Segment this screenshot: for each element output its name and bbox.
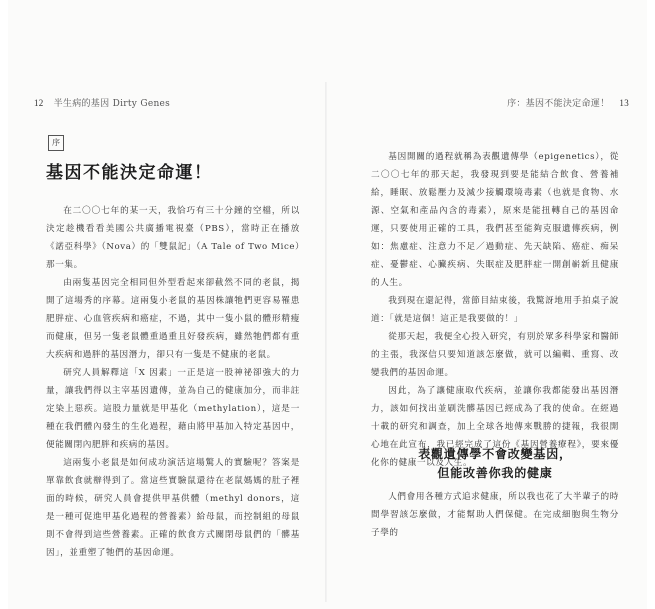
left-running-title: 半生病的基因 Dirty Genes — [53, 99, 171, 109]
paragraph: 在二〇〇七年的某一天，我恰巧有三十分鐘的空檔，所以決定趁機看看美國公共廣播電視臺（PBS），當時正在播放《諾亞科學》（Nova）的「雙鼠記」（A Tale of Two Mice）那一集。 — [46, 206, 300, 270]
left-page — [8, 0, 328, 609]
section-heading-line: 表觀遺傳學不會改變基因， — [418, 447, 572, 461]
right-running-head — [507, 96, 629, 109]
paragraph: 因此，為了讓健康取代疾病，並讓你我都能發出基因潛力，該如何找出並刷洗髒基因已經成為了我的使命。在經過十載的研究和調查，加上全球各地傳來戰勝的捷報，我很開心地在此宣布，我已經完成了這份《基因營養療程》，要來優化你的健康一以及人生。 — [371, 386, 619, 468]
left-page-number: 12 — [34, 98, 44, 108]
paragraph: 研究人員解釋這「X 因素」一正是這一股神祕卻強大的力量，讓我們得以主宰基因遺傳，並為自己的健康加分，而非註定染上惡疾。這股力量就是甲基化（methylation），這是一種在我們體內發生的生化過程，藉由將甲基加入特定基因中，便能關閉內肥胖和疾病的基因。 — [46, 368, 300, 450]
prologue-tag: 序 — [48, 135, 64, 151]
paragraph: 基因開關的過程就稱為表觀遺傳學（epigenetics），從二〇〇七年的那天起，我發現到要是能結合飲食、營養補給，睡眠、放鬆壓力及減少接觸環境毒素（也就是食物、水源、空氣和產品內含的毒素），原來是能扭轉自己的基因命運，只要使用正確的工具，我們甚至能夠克服遺傳疾病，例如：焦慮症、注意力不足／過動症、先天缺陷、癌症、痴呆症、憂鬱症、心臟疾病、失眠症及肥胖症一開創嶄新且健康的人生。 — [371, 152, 619, 288]
left-running-head — [34, 96, 170, 109]
right-body-text — [371, 148, 619, 472]
paragraph: 人們會用各種方式追求健康，所以我也花了大半輩子的時間學習該怎麼做，才能幫助人們保健。在完成細胞與生物分子學的 — [371, 492, 619, 538]
section-heading-line: 但能改善你我的健康 — [437, 466, 553, 480]
left-body-text — [46, 202, 300, 562]
right-running-title: 序：基因不能決定命運！ — [507, 99, 610, 109]
paragraph: 從那天起，我便全心投入研究，有別於眾多科學家和醫師的主張，我深信只要知道該怎麼做，就可以編輯、重寫、改變我們的基因命運。 — [371, 332, 619, 378]
paragraph: 我到現在還記得，當節目結束後，我驚訝地用手拍桌子說道：「就是這個！這正是我要做的！」 — [371, 296, 619, 324]
right-body-text-continued — [371, 488, 619, 542]
right-page-number: 13 — [619, 98, 629, 108]
section-heading — [371, 445, 619, 483]
right-page — [327, 0, 647, 609]
paragraph: 由兩隻基因完全相同但外型看起來卻截然不同的老鼠，揭開了這場秀的序幕。這兩隻小老鼠的基因株讓牠們更容易罹患肥胖症、心血管疾病和癌症，不過，其中一隻小鼠的體形精瘦而健康，但另一隻老鼠體重過重且好發疾病，雖然牠們都有重大疾病和過胖的基因潛力，卻只有一隻是不健康的老鼠。 — [46, 278, 300, 360]
chapter-title: 基因不能決定命運！ — [46, 163, 213, 183]
paragraph: 這兩隻小老鼠是如何成功演活這場驚人的實驗呢？答案是單靠飲食就辦得到了。當這些實驗鼠還待在老鼠媽媽的肚子裡面的時候，研究人員會提供甲基供體（methyl donors，這是一種可促進甲基化過程的營養素）給母鼠，而控制組的母鼠則不會得到這些營養素。正確的飲食方式關閉母鼠們的「髒基因」，並重塑了牠們的基因命運。 — [46, 458, 300, 558]
